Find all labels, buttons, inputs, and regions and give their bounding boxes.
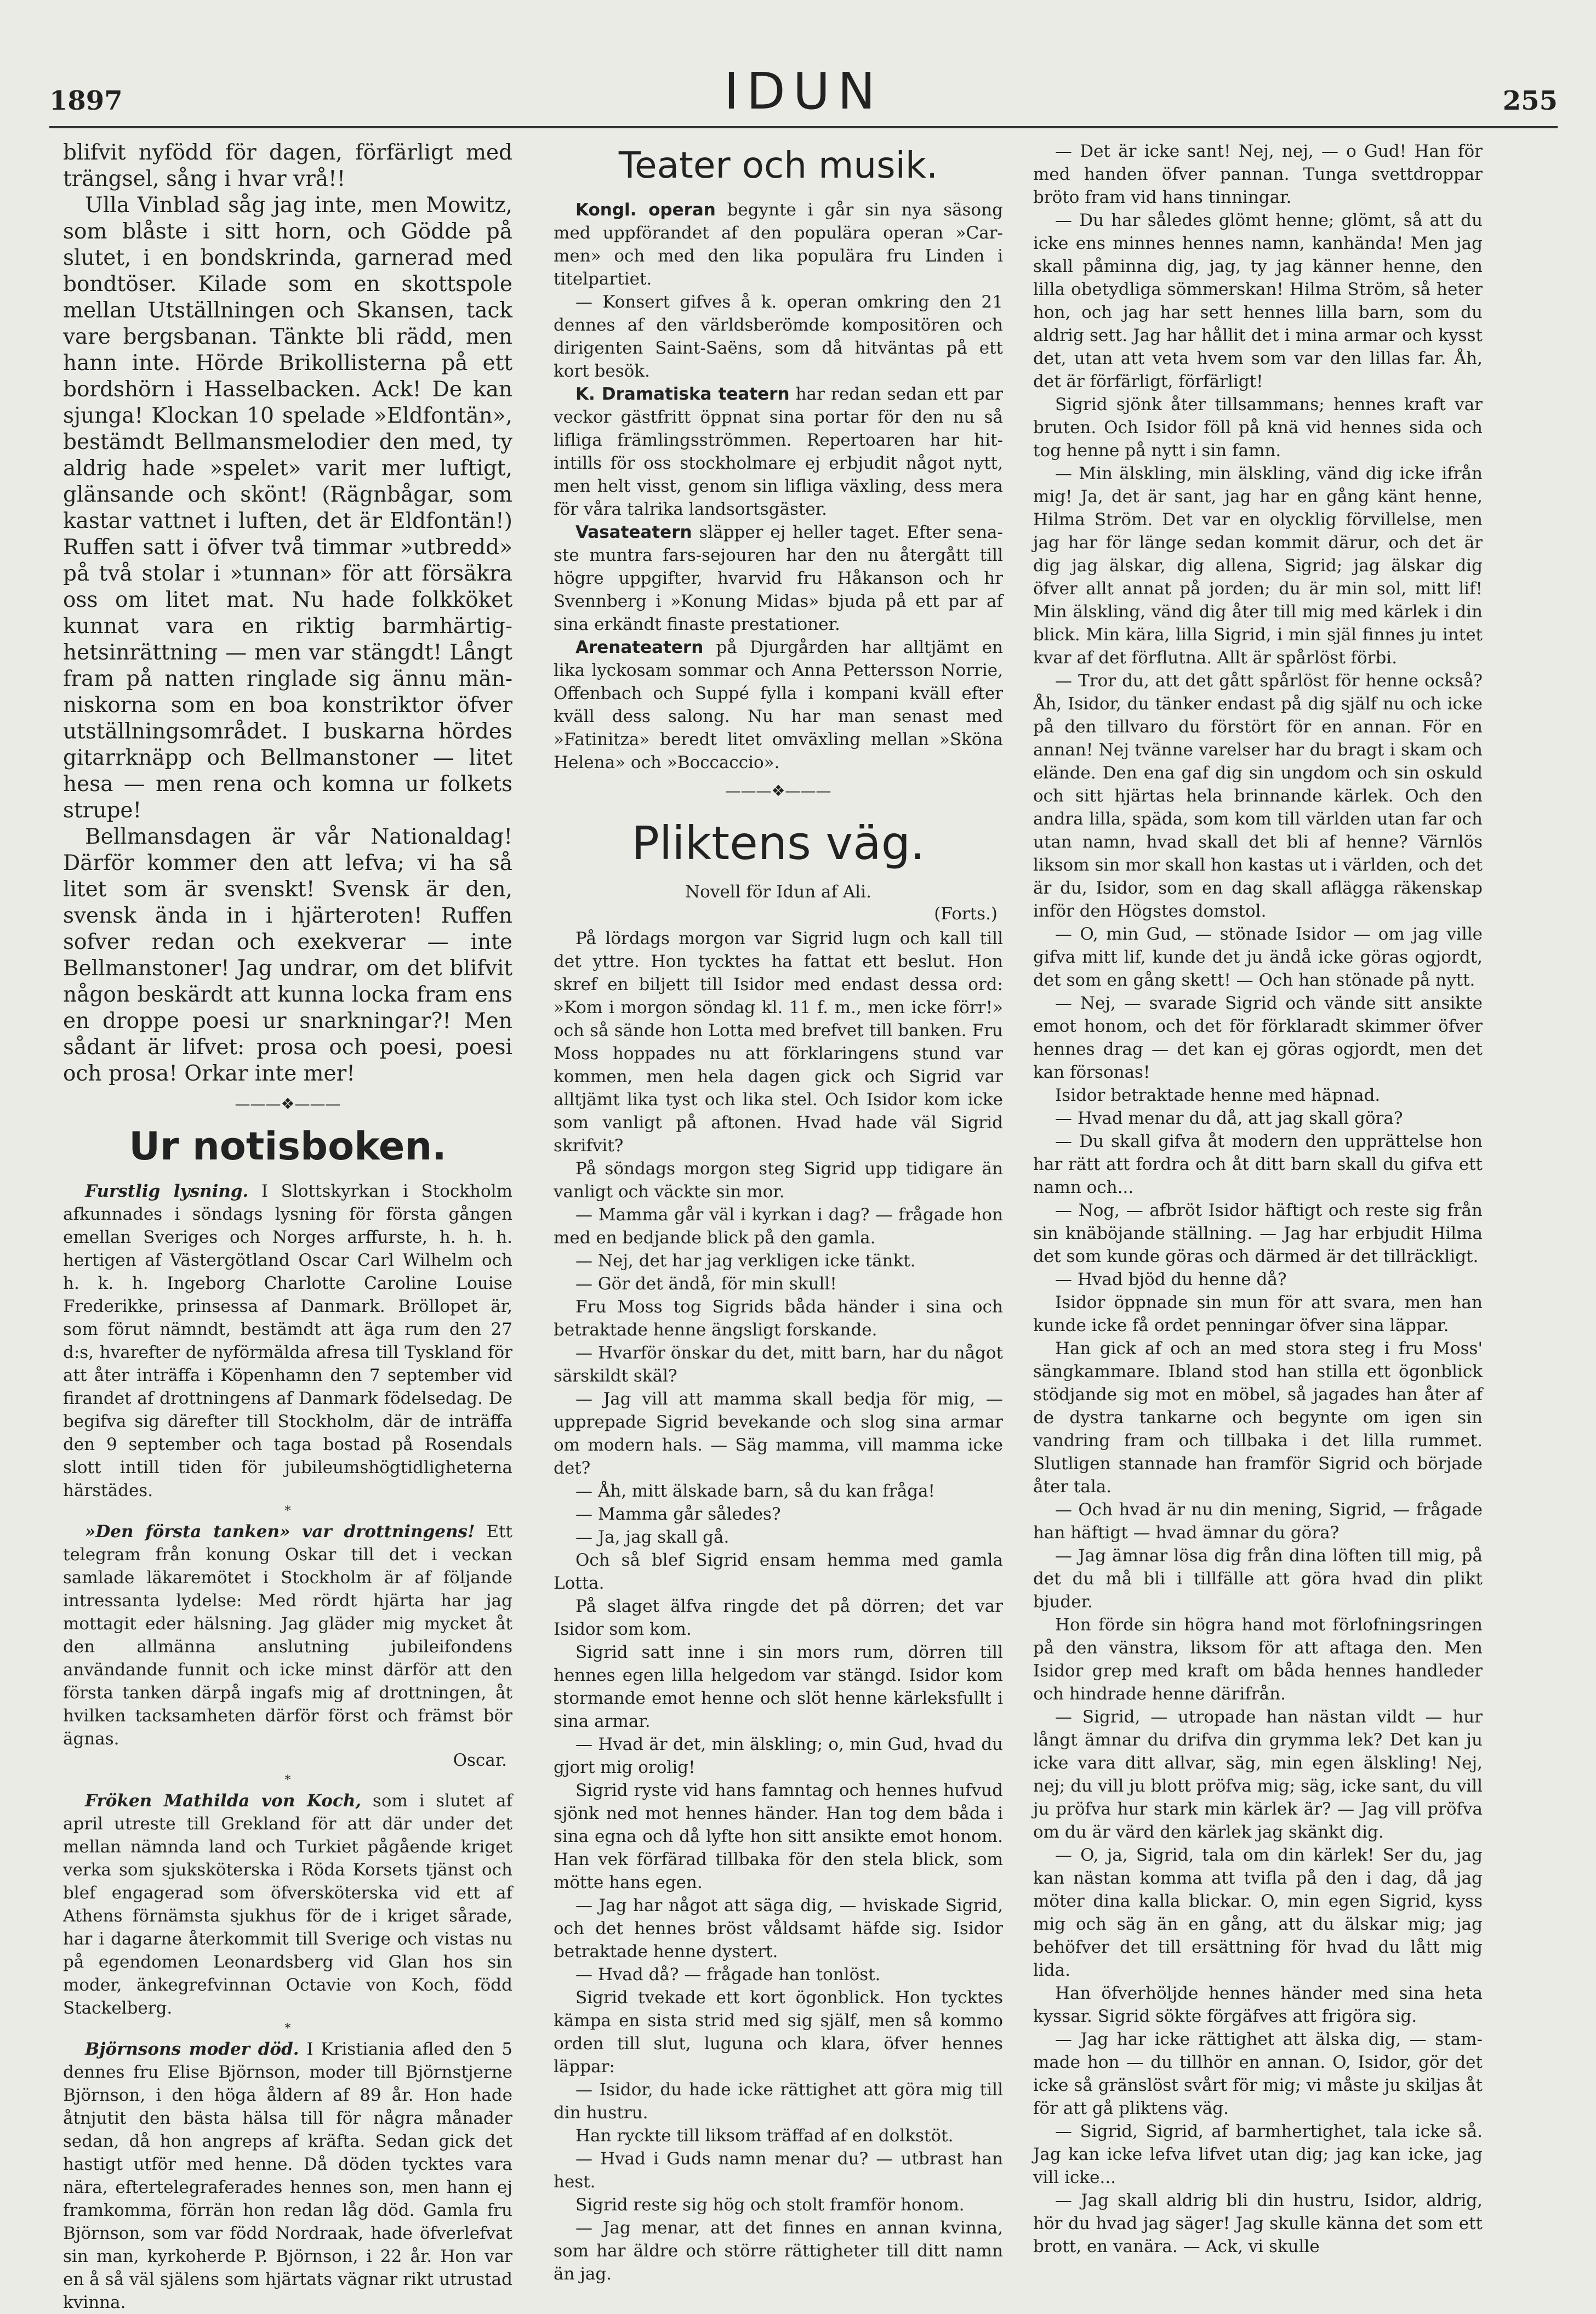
paragraph: Hon förde sin högra hand mot förlofningsringen på den vänstra, liksom för att aftaga den. Men Isidor grep med kraft om båda hennes handleder och hindrade henne därifrån.	[1033, 1615, 1483, 1704]
paragraph: Sigrid reste sig hög och stolt framför honom.	[575, 2195, 965, 2215]
column-2	[554, 140, 1004, 2284]
column-3	[1033, 140, 1483, 2256]
notis-item: Furstlig lysning. I Slottskyrkan i Stockholm afkunnades i söndags lysning för första gången emellan Sveriges och Norges arffurste, h. h. h. hertigen af Västergötland Oscar Carl Wilhelm och h. k. h. Ingeborg Charlotte Caroline Louise Frederikke, prinsessa af Danmark. Bröllopet är, som förut nämndt, bestämdt att äga rum den 27 d:s, hvarefter de nyförmälda afresa till Tyskland för att åter inträffa i Köpenhamn den 7 september vid firandet af drottningens af Danmark födelsedag. De begifva sig därefter till Stockholm, där de inträffa den 9 september och taga bostad på Rosendals slott intill tiden för jubileumshögtidligheterna härstädes.	[63, 1181, 512, 1500]
paragraph: — Jag har något att säga dig, — hviskade Sigrid, och det hennes bröst våldsamt häfde sig. Isidor betraktade henne dystert.	[554, 1896, 1003, 1962]
signature: Oscar.	[453, 1750, 507, 1770]
paragraph: — Det är icke sant! Nej, nej, — o Gud! Han för med handen öfver pannan. Tunga svettdroppar bröto fram vid hans tinningar.	[1033, 141, 1483, 207]
paragraph: På söndags morgon steg Sigrid upp tidigare än vanligt och väckte sin mor.	[554, 1159, 1003, 1202]
star-divider-icon: *	[284, 1773, 291, 1787]
paragraph: — Jag har icke rättighet att älska dig, — stammade hon — du tillhör en annan. O, Isidor, gör det icke så gränslöst svårt för mig; vi måste ju skiljas åt för att gå pliktens väg.	[1033, 2029, 1483, 2118]
paragraph: Sigrid sjönk åter tillsammans; hennes kraft var bruten. Och Isidor föll på knä vid hennes sida och tog henne på nytt i sin famn.	[1033, 395, 1483, 460]
novel-title: Pliktens väg.	[631, 816, 925, 870]
paragraph: Isidor öppnade sin mun för att svara, men han kunde icke få ordet penningar öfver sina läppar.	[1033, 1293, 1483, 1335]
paragraph: — Ja, jag skall gå.	[575, 1527, 729, 1547]
separator: ———❖———	[235, 1095, 341, 1113]
paragraph: — Gör det ändå, för min skull!	[575, 1274, 837, 1294]
paragraph: Ulla Vinblad såg jag inte, men Mowitz, som blåste i sitt horn, och Gödde på slutet, i en bondskrinda, garnerad med bondtöser. Kilade som en skottspole mellan Utställningen och Skansen, tack vare bergsbanan. Tänkte bli rädd, men hann inte. Hörde Brikollisterna på ett bordshörn i Hasselbacken. Ack! De kan sjunga! Klockan 10 spelade »Eldfontän», bestämdt Bellmansmelodier den med, ty aldrig hade »spelet» varit mer luftigt, glänsande och skönt! (Rägnbågar, som kastar vattnet i luften, det är Eldfontän!) Ruffen satt i öfver två timmar »utbredd» på två stolar i »tunnan» för att försäkra oss om litet mat. Nu hade folkköket kunnat vara en riktig barmhärtighetsinrättning — men var stängdt! Långt fram på natten ringlade sig ännu människorna som en boa konstriktor öfver utställningsområdet. I buskarna hördes gitarrknäpp och Bellmanstoner — litet hesa — men rena och komna ur folkets strupe!	[63, 193, 512, 823]
paragraph: Han ryckte till liksom träffad af en dolkstöt.	[575, 2126, 954, 2146]
paragraph: På lördags morgon var Sigrid lugn och kall till det yttre. Hon tycktes ha fattat ett beslut. Hon skref en biljett till Isidor med endast dessa ord: »Kom i morgon söndag kl. 11 f. m., men icke förr!» och så sände hon Lotta med brefvet till banken. Fru Moss hoppades nu att förklaringens stund var kommen, men hela dagen gick och Sigrid var alltjämt lika tyst och lika stel. Och Isidor kom icke som vanligt på aftonen. Hvad hade väl Sigrid skrifvit?	[554, 929, 1003, 1156]
paragraph: Och så blef Sigrid ensam hemma med gamla Lotta.	[554, 1550, 1003, 1593]
paragraph: Fru Moss tog Sigrids båda händer i sina och betraktade henne ängsligt forskande.	[554, 1297, 1003, 1340]
year: 1897	[49, 86, 123, 116]
column-1	[63, 140, 513, 2312]
notis-item: Fröken Mathilda von Koch, som i slutet af april utreste till Grekland för att där under det mellan nämnda land och Turkiet pågående kriget verka som sjuksköterska i Röda Korsets tjänst och blef engagerad som öfversköterska vid ett af Athens förnämsta sjukhus för de i kriget sårade, har i dagarne återkommit till Sverige och vistas nu på egendomen Leonardsberg vid Glan hos sin moder, änkegrefvinnan Octavie von Koch, född Stackelberg.	[63, 1791, 512, 2018]
paragraph: — Hvarför önskar du det, mitt barn, har du något särskildt skäl?	[554, 1343, 1003, 1386]
paragraph: — Nej, — svarade Sigrid och vände sitt ansikte emot honom, och det för förklaradt skimmer öfver hennes drag — det kan ej göras ogjordt, men det kan försonas!	[1033, 993, 1483, 1082]
paragraph: — Sigrid, — utropade han nästan vildt — hur långt ämnar du drifva din grymma lek? Det kan ju icke vara ditt allvar, säg, min egen älskling! Nej, nej; du vill ju blott pröfva mig; säg, icke sant, du vill ju pröfva hur stark min kärlek är? — Jag vill pröfva om du är värd den kärlek jag skänkt dig.	[1033, 1707, 1483, 1842]
paragraph: Han gick af och an med stora steg i fru Moss' sängkammare. Ibland stod han stilla ett ögonblick stödjande sig mot en möbel, så jagades han åter af de dystra tankarne och begynte om igen sin vandring fram och tillbaka i det lilla rummet. Slutligen stannade han framför Sigrid och började åter tala.	[1033, 1339, 1483, 1497]
paragraph: — Isidor, du hade icke rättighet att göra mig till din hustru.	[554, 2080, 1003, 2123]
paragraph: — Jag skall aldrig bli din hustru, Isidor, aldrig, hör du hvad jag säger! Jag skulle känna det som ett brott, en vanära. — Ack, vi skulle	[1033, 2191, 1483, 2256]
novel-subtitle: Novell för Idun af Ali.	[685, 882, 871, 902]
star-divider-icon: *	[284, 1504, 291, 1518]
paragraph: — Jag ämnar lösa dig från dina löften till mig, på det du må bli i tillfälle att göra hvad din plikt bjuder.	[1033, 1546, 1483, 1612]
theater-item: K. Dramatiska teatern har redan sedan ett par veckor gästfritt öppnat sina portar för den nu så lifliga främlingsströmmen. Repertoaren har hitintills för oss stockholmare ej erbjudit något nytt, men helt visst, genom sin lifliga växling, dess mera för våra talrika landsortsgäster.	[554, 384, 1003, 519]
paragraph: — Hvad då? — frågade han tonlöst.	[575, 1965, 881, 1985]
paragraph: — Jag menar, att det finnes en annan kvinna, som har äldre och större rättigheter till ditt namn än jag.	[554, 2218, 1003, 2284]
continued-note: (Forts.)	[934, 904, 998, 924]
paragraph: — O, ja, Sigrid, tala om din kärlek! Ser du, jag kan nästan komma att tvifla på den i dag, då jag möter dina kalla blickar. O, min egen Sigrid, kyss mig och säg än en gång, att du älskar mig; jag behöfver det till ersättning för hvad du lått mig lida.	[1033, 1845, 1483, 1980]
paragraph: — Och hvad är nu din mening, Sigrid, — frågade han häftigt — hvad ämnar du göra?	[1033, 1500, 1483, 1543]
paragraph: — Tror du, att det gått spårlöst för henne också? Åh, Isidor, du tänker endast på dig själf nu och icke på den tillvaro du förstört för en annan. För en annan! Nej tvänne varelser har du bragt i skam och elände. Den ena gaf dig sin ungdom och sin oskuld och sitt hjärtas hela brinnande kärlek. Och den andra lilla, späda, som kom till världen utan far och utan namn, hvad skall det bli af henne? Värnlös liksom sin mor skall hon kastas ut i världen, och det är du, Isidor, som en dag skall aflägga räkenskap inför den Högstes domstol.	[1033, 671, 1483, 921]
paragraph: På slaget älfva ringde det på dörren; det var Isidor som kom.	[554, 1596, 1003, 1639]
paragraph: — Nej, det har jag verkligen icke tänkt.	[575, 1251, 916, 1271]
lead-article	[63, 140, 512, 1087]
theater-item: — Konsert gifves å k. operan omkring den 21 dennes af den världsberömde kompositören och dirigenten Saint-Saëns, som då hitväntas på ett kort besök.	[554, 292, 1003, 381]
paragraph: Sigrid ryste vid hans famntag och hennes hufvud sjönk ned mot hennes händer. Han tog dem båda i sina egna och då lyfte hon sitt ansikte emot honom. Han vek förfärad tillbaka för den stela blick, som mötte hans egen.	[554, 1781, 1003, 1892]
paragraph: — Hvad bjöd du henne då?	[1055, 1270, 1287, 1289]
paragraph: Bellmansdagen är vår Nationaldag! Därför kommer den att lefva; vi ha så litet som är svenskt! Svensk är den, svensk ända in i hjärteroten! Ruffen sofver redan och exekverar — inte Bellmanstoner! Jag undrar, om det blifvit någon beskärdt att kunna locka fram ens en droppe poesi ur snarkningar?! Men sådant är lifvet: prosa och poesi, poesi och prosa! Orkar inte mer!	[63, 825, 512, 1086]
notis-item: »Den första tanken» var drottningens! Ett telegram från konung Oskar till det i veckan samlade läkaremötet i Stockholm är af följande intressanta lydelse: Med rördt hjärta har jag mottagit eder hälsning. Jag gläder mig mycket åt den allmänna anslutning jubileifondens användande funnit och icke minst därför att den första tanken därpå ingafs mig af drottningen, åt hvilken tacksamheten därför först och främst bör ägnas.	[63, 1522, 513, 1749]
paragraph: — Hvad är det, min älskling; o, min Gud, hvad du gjort mig orolig!	[554, 1735, 1003, 1777]
paragraph: blifvit nyfödd för dagen, förfärligt med trängsel, sång i hvar vrå!!	[63, 140, 512, 191]
paragraph: — Sigrid, Sigrid, af barmhertighet, tala icke så. Jag kan icke lefva lifvet utan dig; jag kan icke, jag vill icke...	[1033, 2122, 1483, 2187]
paragraph: — Min älskling, min älskling, vänd dig icke ifrån mig! Ja, det är sant, jag har en gång känt henne, Hilma Ström. Det var en olycklig förvillelse, men jag har för länge sedan kommit därur, och det är dig jag älskar, dig allena, Sigrid; jag älskar dig öfver allt annat på jorden; du är min sol, mitt lif! Min älskling, vänd dig åter till mig med kärlek i din blick. Min kära, lilla Sigrid, i min själ finnes ju intet kvar af det förflutna. Allt är spårlöst förbi.	[1033, 464, 1483, 668]
separator: ———❖———	[725, 782, 831, 800]
paragraph: Sigrid satt inne i sin mors rum, dörren till hennes egen lilla helgedom var stängd. Isidor kom stormande emot henne och slöt henne kärleksfullt i sina armar.	[554, 1642, 1003, 1731]
paragraph: Sigrid tvekade ett kort ögonblick. Hon tycktes kämpa en sista strid med sig själf, men så kommo orden till slut, luguna och klara, öfver hennes läppar:	[554, 1988, 1003, 2077]
paragraph: — Mamma går väl i kyrkan i dag? — frågade hon med en bedjande blick på den gamla.	[554, 1205, 1003, 1248]
paragraph: — Åh, mitt älskade barn, så du kan fråga!	[575, 1481, 935, 1501]
paragraph: Isidor betraktade henne med häpnad.	[1055, 1085, 1381, 1105]
novel-text	[554, 927, 1003, 2285]
paragraph: — O, min Gud, — stönade Isidor — om jag ville gifva mitt lif, kunde det ju ändå icke göras ogjordt, det som en gång skett! — Och han stönade på nytt.	[1033, 924, 1483, 990]
section-heading: Ur notisboken.	[129, 1124, 447, 1169]
paragraph: — Hvad i Guds namn menar du? — utbrast han hest.	[554, 2149, 1003, 2192]
masthead-title: IDUN	[723, 62, 884, 121]
paragraph: — Nog, — afbröt Isidor häftigt och reste sig från sin knäböjande ställning. — Jag har erbjudit Hilma det som kunde göras och därmed är det tillräckligt.	[1033, 1201, 1483, 1266]
section-heading: Teater och musik.	[618, 144, 938, 186]
paragraph: — Mamma går således?	[575, 1504, 781, 1524]
theater-item: Vasateatern släpper ej heller taget. Efter senaste muntra fars-sejouren har den nu återgått till högre uppgifter, hvarvid fru Håkanson och hr Svennberg i »Konung Midas» bjuda på ett par af sina erkändt finaste prestationer.	[554, 522, 1003, 634]
page-number: 255	[1502, 86, 1558, 116]
theater-item: Kongl. operan begynte i går sin nya säsong med uppförandet af den populära operan »Carmen» och med den lika populära fru Linden i titelpartiet.	[554, 200, 1003, 289]
paragraph: Han öfverhöljde hennes händer med sina heta kyssar. Sigrid sökte förgäfves att frigöra sig.	[1033, 1983, 1483, 2026]
paragraph: — Du har således glömt henne; glömt, så att du icke ens minnes hennes namn, kanhända! Men jag skall påminna dig, jag, ty jag känner henne, den lilla obetydliga sömmerskan! Hilma Ström, så heter hon, och jag har sett hennes lilla barn, som du aldrig sett. Jag har hållit det i mina armar och kysst det, utan att veta hvem som var den lillas far. Åh, det är förfärligt, förfärligt!	[1033, 211, 1483, 391]
paragraph: — Hvad menar du då, att jag skall göra?	[1055, 1108, 1403, 1128]
paragraph: — Du skall gifva åt modern den upprättelse hon har rätt att fordra och åt ditt barn skall du gifva ett namn och...	[1033, 1132, 1483, 1197]
page-header	[49, 62, 1558, 128]
notis-item: Björnsons moder död. I Kristiania afled den 5 dennes fru Elise Björnson, moder till Björnstjerne Björnson, i den höga åldern af 89 år. Hon hade åtnjutit den bästa hälsa till för några månader sedan, då hon angreps af kräfta. Sedan gick det hastigt utför med henne. Då döden tycktes vara nära, eftertelegraferades hennes son, men hann ej framkomma, förrän hon redan låg död. Gamla fru Björnson, som var född Nordraak, hade öfverlefvat sin man, kyrkoherde P. Björnson, i 22 år. Hon var en å så väl själens som hjärtats vägnar rikt utrustad kvinna.	[63, 2039, 513, 2312]
star-divider-icon: *	[284, 2022, 291, 2036]
paragraph: — Jag vill att mamma skall bedja för mig, — upprepade Sigrid bevekande och slog sina armar om modern hals. — Säg mamma, vill mamma icke det?	[554, 1389, 1003, 1478]
novel-text-continued	[1033, 140, 1483, 2258]
theater-item: Arenateatern på Djurgården har alltjämt en lika lyckosam sommar och Anna Pettersson Norrie, Offenbach och Suppé fylla i kompani kväll efter kväll dess salong. Nu har man senast med »Fatinitza» beredt litet omväxling mellan »Sköna Helena» och »Boccaccio».	[554, 638, 1004, 772]
